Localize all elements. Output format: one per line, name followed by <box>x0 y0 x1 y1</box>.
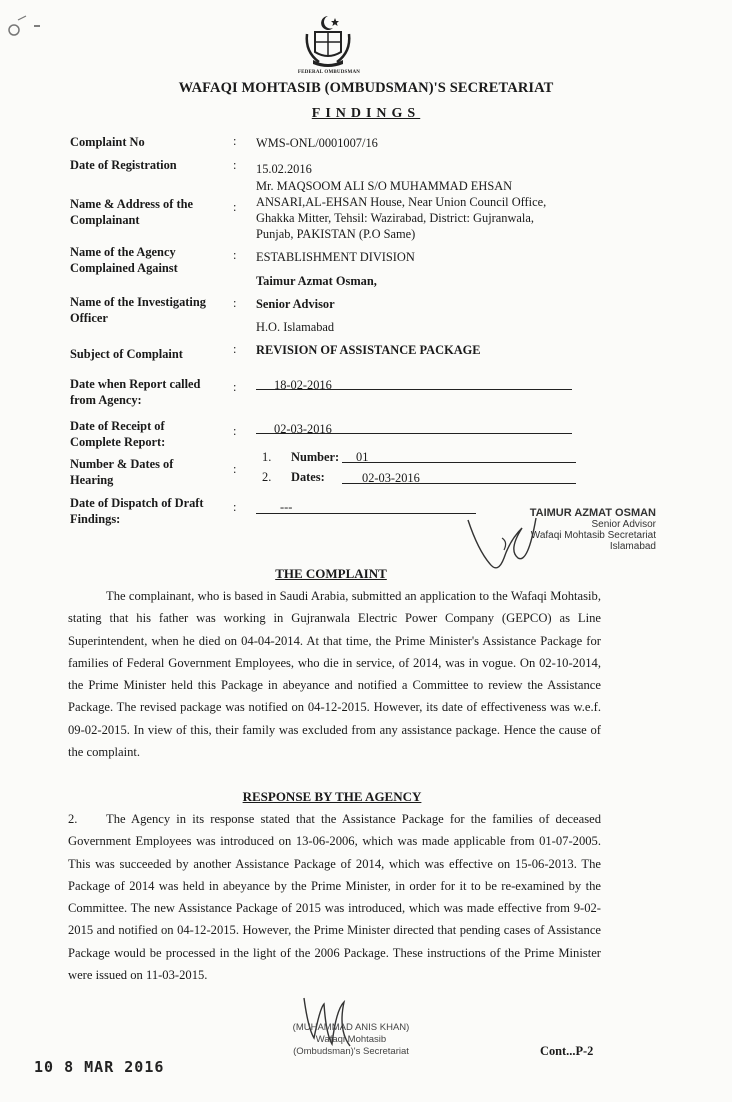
colon: : <box>233 134 237 148</box>
complainant-address: Mr. MAQSOOM ALI S/O MUHAMMAD EHSAN ANSARI,AL-EHSAN House, Near Union Council Office, Ghakka Mitter, Tehsil: Wazirabad, District: Gujranwala, Punjab, PAKISTAN (P.O Same) <box>256 179 547 241</box>
complainant-label: Name & Address of the Complainant <box>70 197 193 227</box>
findings-title: FINDINGS <box>311 106 421 121</box>
state-emblem-icon <box>303 14 353 70</box>
hearing-dates: 02-03-2016 <box>362 471 420 485</box>
dispatch-value: --- <box>280 500 293 514</box>
report-called-label: Date when Report called from Agency: <box>70 377 201 407</box>
colon: : <box>233 462 237 476</box>
report-called-date: 18-02-2016 <box>274 378 332 392</box>
agency-value: ESTABLISHMENT DIVISION <box>256 250 415 264</box>
colon: : <box>233 380 237 394</box>
hearing-label: Number & Dates of Hearing <box>70 457 174 487</box>
colon: : <box>233 424 237 438</box>
complaint-no-label: Complaint No <box>70 135 145 149</box>
colon: : <box>233 248 237 262</box>
receipt-label: Date of Receipt of Complete Report: <box>70 419 166 449</box>
officer-label: Name of the Investigating Officer <box>70 295 206 325</box>
agency-label: Name of the Agency Complained Against <box>70 245 178 275</box>
colon: : <box>233 500 237 514</box>
hearing-number-line <box>342 450 576 463</box>
complaint-no-value: WMS-ONL/0001007/16 <box>256 136 378 150</box>
complaint-paragraph: The complainant, who is based in Saudi Arabia, submitted an application to the Wafaqi Mohtasib, stating that his father was working in Gujranwala Electric Power Company (GEPCO) as Line Superintendent, when he died on 04-04-2014. At that time, the Prime Minister's Assistance Package for families of Federal Government Employees, who die in service, of 2014, was in vogue. On 02-10-2014, the Prime Minister held this Package in abeyance and notified a Committee to review the Assistance Package. The revised package was notified on 04-12-2015. However, its date of effectiveness was w.e.f. 09-02-2015. In view of this, their family was excluded from any assistance package. Hence the cause of the complaint. <box>68 589 601 760</box>
officer-designation: Senior Advisor <box>256 297 335 311</box>
registration-label: Date of Registration <box>70 158 177 172</box>
hearing-item-1-number: 1. <box>262 450 272 464</box>
paragraph-number: 2. <box>68 812 78 826</box>
subject-value: REVISION OF ASSISTANCE PACKAGE <box>256 343 481 357</box>
hearing-item-2-number: 2. <box>262 470 272 484</box>
date-stamp: 10 8 MAR 2016 <box>34 1058 165 1076</box>
signatory-block: (MUHAMMAD ANIS KHAN) Wafaqi Mohtasib (Ombudsman)'s Secretariat <box>292 1022 410 1057</box>
officer-name: Taimur Azmat Osman, <box>256 274 377 288</box>
hearing-number-label: Number: <box>291 450 340 464</box>
colon: : <box>233 200 237 214</box>
punch-hole-mark <box>4 10 40 40</box>
response-heading: RESPONSE BY THE AGENCY <box>242 789 422 804</box>
secretariat-title: WAFAQI MOHTASIB (OMBUDSMAN)'S SECRETARIAT <box>178 80 554 96</box>
officer-stamp: TAIMUR AZMAT OSMAN Senior Advisor Wafaqi Mohtasib Secretariat Islamabad <box>529 507 656 552</box>
colon: : <box>233 296 237 310</box>
hearing-dates-label: Dates: <box>291 470 325 484</box>
hearing-number: 01 <box>356 450 369 464</box>
colon: : <box>233 342 237 356</box>
colon: : <box>233 158 237 172</box>
receipt-date: 02-03-2016 <box>274 422 332 436</box>
response-paragraph: 2. The Agency in its response stated that the Assistance Package for the families of deceased Government Employees was introduced on 13-06-2006, which was made applicable from 01-07-2005. This was succeeded by another Assistance Package of 2014, which was effective on 15-06-2013. The Package of 2014 was held in abeyance by the Prime Minister, in order for it to be re-examined by the Committee. The new Assistance Package of 2015 was introduced, which was made effective from 9-02-2015 and notified on 04-12-2015. However, the Prime Minister directed that pending cases of Assistance Package would be processed in the light of the 2006 Package. These instructions of the Prime Minister were issued on 11-03-2015. <box>68 808 601 986</box>
dispatch-label: Date of Dispatch of Draft Findings: <box>70 496 204 526</box>
continued-label: Cont...P-2 <box>540 1044 594 1058</box>
complaint-heading: THE COMPLAINT <box>275 566 387 581</box>
emblem-caption: FEDERAL OMBUDSMAN <box>297 70 361 75</box>
officer-location: H.O. Islamabad <box>256 320 335 334</box>
subject-label: Subject of Complaint <box>70 347 183 361</box>
registration-date: 15.02.2016 <box>256 162 312 176</box>
